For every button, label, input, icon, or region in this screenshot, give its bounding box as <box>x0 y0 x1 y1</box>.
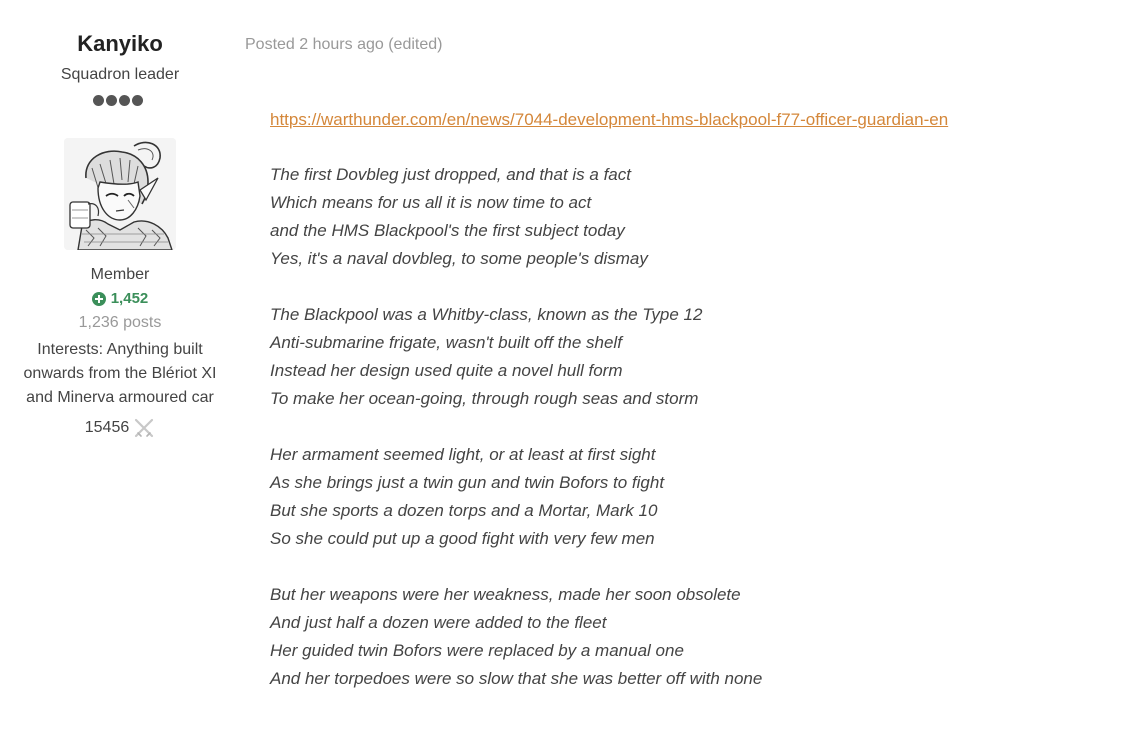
interests-line: Interests: Anything built <box>37 341 203 358</box>
poem-line: To make her ocean-going, through rough seas and storm <box>270 389 699 408</box>
interests-line: and Minerva armoured car <box>26 389 214 406</box>
poem-line: and the HMS Blackpool's the first subject today <box>270 221 625 240</box>
avatar-image <box>64 138 176 250</box>
interests <box>0 338 240 410</box>
avatar[interactable] <box>64 138 176 250</box>
rank-pip <box>106 95 117 106</box>
poem-stanza <box>270 161 648 273</box>
poem-line: Her guided twin Bofors were replaced by a manual one <box>270 641 684 660</box>
poem-line: Which means for us all it is now time to act <box>270 193 592 212</box>
poem-line: The first Dovbleg just dropped, and that is a fact <box>270 165 631 184</box>
poem-line: Instead her design used quite a novel hull form <box>270 361 623 380</box>
post-timestamp: Posted 2 hours ago (edited) <box>245 36 443 53</box>
poem-stanza <box>270 301 702 413</box>
author-rank: Squadron leader <box>60 66 180 83</box>
crossed-swords-icon <box>133 417 155 439</box>
poem-line: And her torpedoes were so slow that she was better off with none <box>270 669 763 688</box>
reputation-value: 1,452 <box>110 290 149 307</box>
battle-count <box>0 417 240 439</box>
post-count: 1,236 posts <box>78 314 162 331</box>
poem-line: Her armament seemed light, or at least at first sight <box>270 445 656 464</box>
member-group: Member <box>90 266 150 283</box>
rank-pip <box>93 95 104 106</box>
plus-circle-icon <box>92 292 106 306</box>
battle-count-value: 15456 <box>84 419 130 436</box>
poem-line: Yes, it's a naval dovbleg, to some people's dismay <box>270 249 648 268</box>
poem-line: As she brings just a twin gun and twin Bofors to fight <box>270 473 665 492</box>
poem-line: And just half a dozen were added to the fleet <box>270 613 607 632</box>
article-link[interactable]: https://warthunder.com/en/news/7044-development-hms-blackpool-f77-officer-guardian-en <box>270 110 949 129</box>
rank-pips <box>93 95 143 106</box>
poem-line: The Blackpool was a Whitby-class, known as the Type 12 <box>270 305 703 324</box>
poem-line: But she sports a dozen torps and a Mortar, Mark 10 <box>270 501 658 520</box>
poem-line: Anti-submarine frigate, wasn't built off the shelf <box>270 333 622 352</box>
poem-stanza <box>270 581 762 693</box>
poem-line: But her weapons were her weakness, made her soon obsolete <box>270 585 741 604</box>
interests-line: onwards from the Blériot XI <box>23 365 217 382</box>
rank-pip <box>119 95 130 106</box>
poem-line: So she could put up a good fight with very few men <box>270 529 655 548</box>
rank-pip <box>132 95 143 106</box>
author-name[interactable]: Kanyiko <box>77 31 163 56</box>
poem-stanza <box>270 441 664 553</box>
reputation-badge[interactable] <box>0 290 240 307</box>
